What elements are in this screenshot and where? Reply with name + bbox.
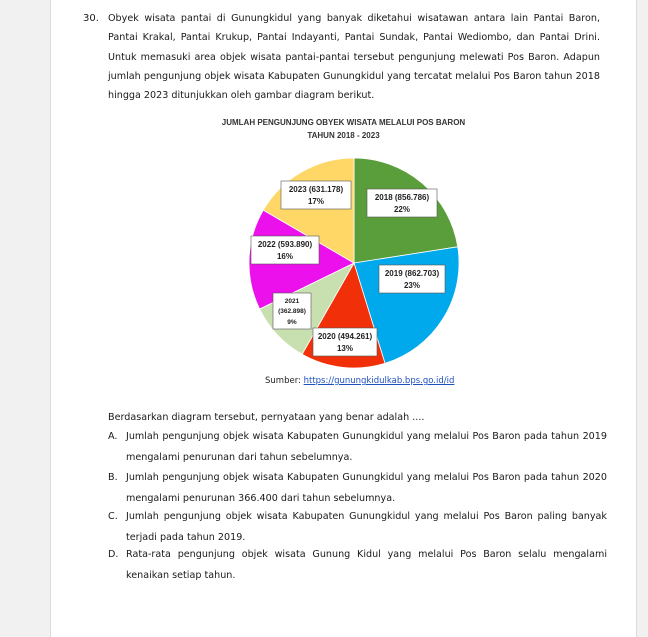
svg-text:16%: 16% (276, 252, 294, 261)
svg-text:13%: 13% (336, 344, 354, 353)
chart-title: JUMLAH PENGUNJUNG OBYEK WISATA MELALUI POS BARON (221, 118, 466, 127)
question-prompt: Berdasarkan diagram tersebut, pernyataan yang benar adalah .... (108, 412, 425, 423)
data-label-2019 (379, 265, 445, 293)
option-letter: B. (108, 472, 118, 483)
option-letter: A. (108, 431, 118, 442)
svg-text:2020 (494.261): 2020 (494.261) (317, 332, 373, 341)
option-letter: D. (108, 549, 119, 560)
svg-text:17%: 17% (307, 197, 325, 206)
option-d[interactable] (108, 545, 608, 587)
svg-text:(362.898): (362.898) (278, 308, 306, 315)
svg-text:2023 (631.178): 2023 (631.178) (288, 185, 344, 194)
data-label-2018 (367, 189, 437, 217)
svg-text:2019 (862.703): 2019 (862.703) (384, 269, 440, 278)
data-label-2022 (251, 236, 319, 264)
question-page (50, 0, 637, 637)
source-link[interactable]: https://gunungkidulkab.bps.go.id/id (303, 376, 455, 386)
option-text: Rata-rata pengunjung objek wisata Gunung Kidul yang melalui Pos Baron selalu mengalami kenaikan setiap tahun. (126, 549, 607, 581)
data-label-2020 (313, 328, 377, 356)
option-b[interactable] (108, 468, 608, 510)
svg-text:23%: 23% (403, 281, 421, 290)
option-a[interactable] (108, 427, 608, 469)
option-c[interactable] (108, 507, 608, 549)
question-stem: Obyek wisata pantai di Gunungkidul yang banyak diketahui wisatawan antara lain Pantai Baron, Pantai Krakal, Pantai Krukup, Pantai Indayanti, Pantai Sundak, Pantai Wediombo, dan Pantai Drini. Untuk memasuki area objek wisata pantai-pantai tersebut pengunjung melewati Pos Baron. Adapun jumlah pengunjung objek wisata Kabupaten Gunungkidul yang tercatat melalui Pos Baron tahun 2018 hingga 2023 ditunjukkan oleh gambar diagram berikut. (108, 13, 600, 102)
pie-chart (51, 0, 636, 400)
svg-text:22%: 22% (393, 205, 411, 214)
svg-text:9%: 9% (287, 319, 297, 326)
data-label-2021 (273, 293, 311, 329)
option-text: Jumlah pengunjung objek wisata Kabupaten Gunungkidul yang melalui Pos Baron paling banyak terjadi pada tahun 2019. (126, 511, 607, 543)
svg-text:2021: 2021 (284, 298, 300, 305)
source-line (265, 376, 454, 386)
source-label: Sumber: (265, 376, 301, 386)
svg-text:2018 (856.786): 2018 (856.786) (374, 193, 430, 202)
question-number: 30. (83, 13, 99, 24)
data-label-2023 (281, 181, 351, 209)
option-text: Jumlah pengunjung objek wisata Kabupaten Gunungkidul yang melalui Pos Baron pada tahun 2019 mengalami penurunan dari tahun sebelumnya. (126, 431, 607, 463)
svg-text:2022 (593.890): 2022 (593.890) (257, 240, 313, 249)
option-text: Jumlah pengunjung objek wisata Kabupaten Gunungkidul yang melalui Pos Baron pada tahun 2020 mengalami penurunan 366.400 dari tahun sebelumnya. (126, 472, 607, 504)
chart-subtitle: TAHUN 2018 - 2023 (307, 131, 380, 140)
option-letter: C. (108, 511, 118, 522)
